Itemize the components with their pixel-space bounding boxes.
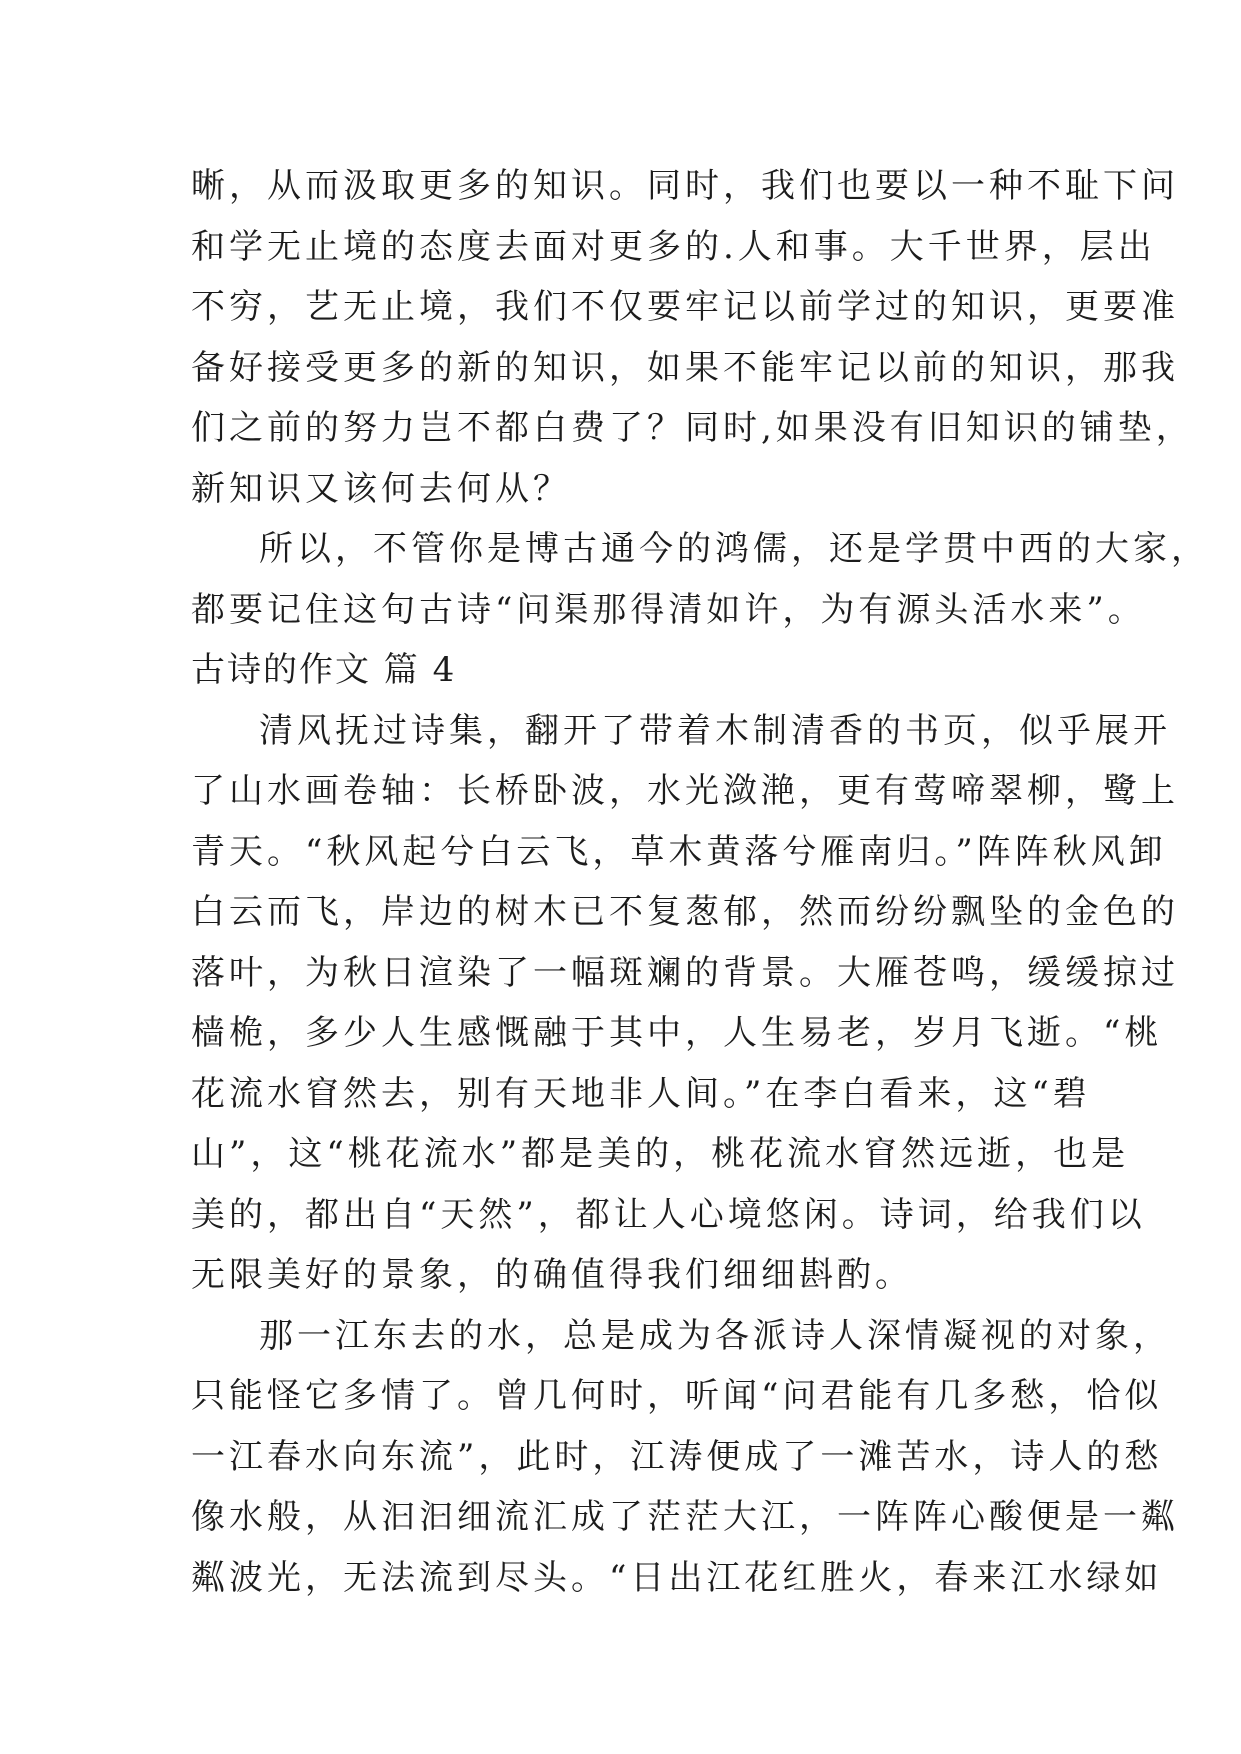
text-line: 只能怪它多情了。曾几何时，听闻“问君能有几多愁，恰似 <box>191 1376 1163 1416</box>
document-body <box>191 156 1209 1608</box>
text-line: 美的，都出自“天然”，都让人心境悠闲。诗词，给我们以 <box>191 1194 1146 1235</box>
text-line: 山”，这“桃花流水”都是美的，桃花流水窅然远逝，也是 <box>191 1134 1130 1174</box>
text-line: 白云而飞，岸边的树木已不复葱郁，然而纷纷飘坠的金色的 <box>191 892 1179 932</box>
text-line: 青天。“秋风起兮白云飞，草木黄落兮雁南归。”阵阵秋风卸 <box>191 831 1167 872</box>
text-line: 那一江东去的水，总是成为各派诗人深情凝视的对象， <box>259 1315 1171 1356</box>
text-line: 新知识又该何去何从？ <box>191 468 571 509</box>
text-line: 粼波光，无法流到尽头。“日出江花红胜火，春来江水绿如 <box>191 1557 1163 1598</box>
text-line: 像水般，从汩汩细流汇成了茫茫大江，一阵阵心酸便是一粼 <box>191 1497 1179 1537</box>
heading-text: 古诗的作文 篇 4 <box>191 650 457 690</box>
paragraph <box>191 519 1209 640</box>
text-line: 了山水画卷轴：长桥卧波，水光潋滟，更有莺啼翠柳，鹭上 <box>191 771 1179 811</box>
paragraph <box>191 1306 1179 1609</box>
text-line: 无限美好的景象，的确值得我们细细斟酌。 <box>191 1255 913 1295</box>
text-line: 一江春水向东流”，此时，江涛便成了一滩苦水，诗人的愁 <box>191 1436 1163 1477</box>
text-line: 和学无止境的态度去面对更多的.人和事。大千世界，层出 <box>191 226 1156 267</box>
paragraph <box>191 701 1179 1306</box>
text-line: 晰，从而汲取更多的知识。同时，我们也要以一种不耻下问 <box>191 166 1179 206</box>
text-line: 不穷，艺无止境，我们不仅要牢记以前学过的知识，更要准 <box>191 287 1179 327</box>
text-line: 樯桅，多少人生感慨融于其中，人生易老，岁月飞逝。“桃 <box>191 1013 1163 1053</box>
text-line: 都要记住这句古诗“问渠那得清如许，为有源头活水来”。 <box>191 589 1146 630</box>
text-line: 们之前的努力岂不都白费了？同时,如果没有旧知识的铺垫， <box>191 408 1194 448</box>
text-line: 落叶，为秋日渲染了一幅斑斓的背景。大雁苍鸣，缓缓掠过 <box>191 952 1179 993</box>
text-line: 清风抚过诗集，翻开了带着木制清香的书页，似乎展开 <box>259 710 1171 751</box>
text-line: 备好接受更多的新的知识，如果不能牢记以前的知识，那我 <box>191 347 1179 388</box>
text-line: 花流水窅然去，别有天地非人间。”在李白看来，这“碧 <box>191 1073 1091 1114</box>
section-heading <box>191 640 1071 701</box>
text-line: 所以，不管你是博古通今的鸿儒，还是学贯中西的大家， <box>259 529 1209 569</box>
paragraph-continued <box>191 156 1194 519</box>
